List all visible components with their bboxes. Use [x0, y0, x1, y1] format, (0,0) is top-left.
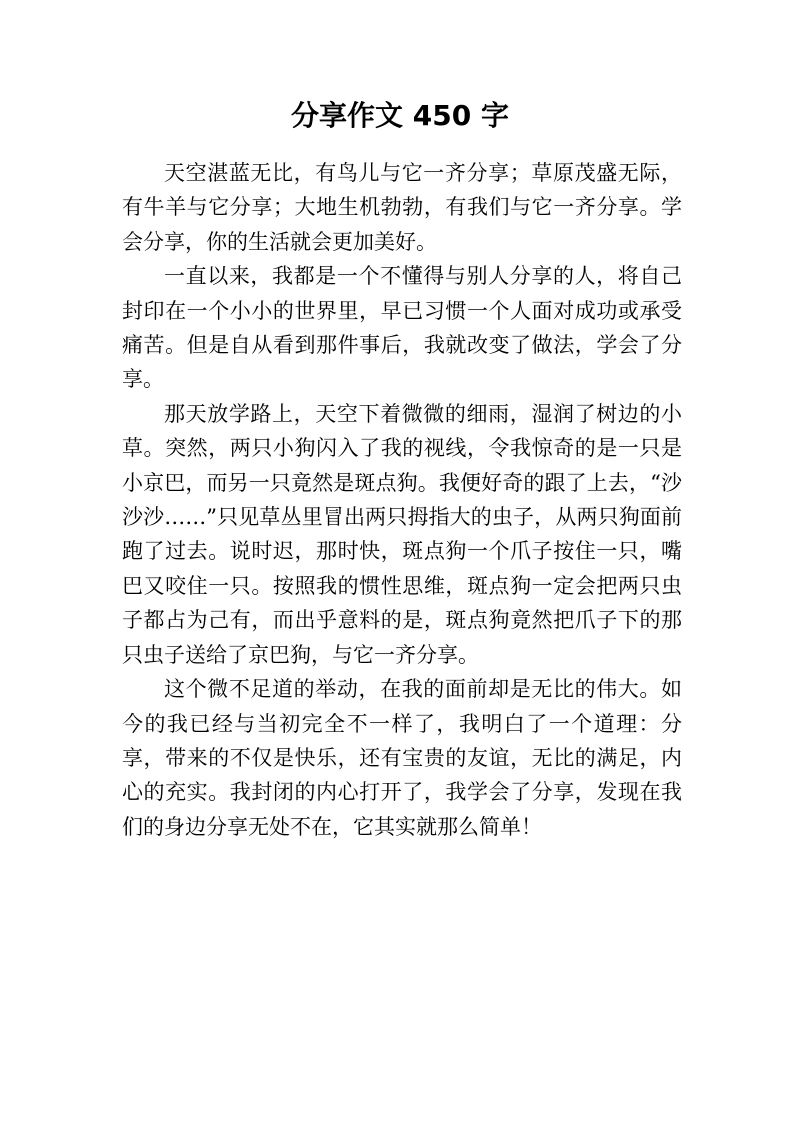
paragraph-4: 这个微不足道的举动，在我的面前却是无比的伟大。如今的我已经与当初完全不一样了，我明白了一个道理：分享，带来的不仅是快乐，还有宝贵的友谊，无比的满足，内心的充实。我封闭的内心打开了，我学会了分享，发现在我们的身边分享无处不在，它其实就那么简单！ [122, 677, 682, 839]
document-body [122, 156, 682, 844]
paragraph-2: 一直以来，我都是一个不懂得与别人分享的人，将自己封印在一个小小的世界里，早已习惯一个人面对成功或承受痛苦。但是自从看到那件事后，我就改变了做法，学会了分享。 [122, 264, 682, 392]
paragraph-3: 那天放学路上，天空下着微微的细雨，湿润了树边的小草。突然，两只小狗闪入了我的视线，令我惊奇的是一只是小京巴，而另一只竟然是斑点狗。我便好奇的跟了上去，“沙沙沙……”只见草丛里冒出两只拇指大的虫子，从两只狗面前跑了过去。说时迟，那时快，斑点狗一个爪子按住一只，嘴巴又咬住一只。按照我的惯性思维，斑点狗一定会把两只虫子都占为己有，而出乎意料的是，斑点狗竟然把爪子下的那只虫子送给了京巴狗，与它一齐分享。 [122, 401, 682, 667]
paragraph-1: 天空湛蓝无比，有鸟儿与它一齐分享；草原茂盛无际，有牛羊与它分享；大地生机勃勃，有我们与它一齐分享。学会分享，你的生活就会更加美好。 [122, 161, 682, 254]
document-title: 分享作文 450 字 [291, 99, 509, 132]
